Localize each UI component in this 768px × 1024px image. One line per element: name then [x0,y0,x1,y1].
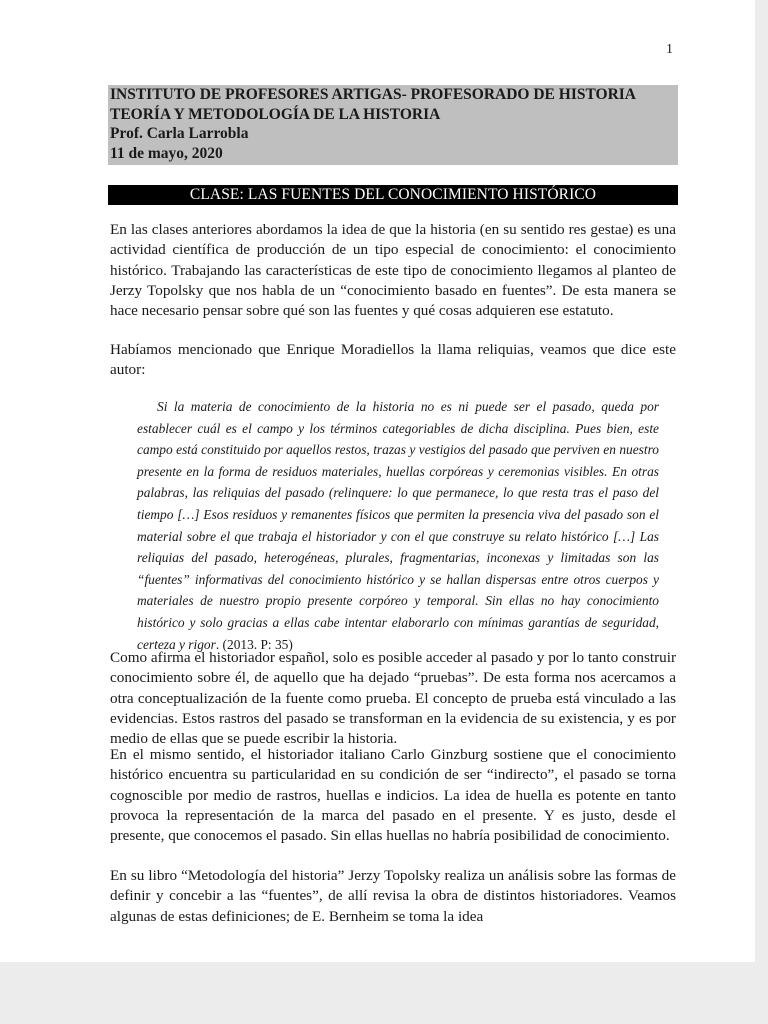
document-header [108,85,678,165]
block-quote [137,396,659,655]
course-line: TEORÍA Y METODOLOGÍA DE LA HISTORIA [110,105,441,123]
paragraph-topolsky: En su libro “Metodología del historia” Jerzy Topolsky realiza un análisis sobre las formas de definir y concebir a las “fuentes”, de allí revisa la obra de distintos historiadores. Veamos algunas de estas definiciones; de E. Bernheim se toma la idea [110,867,676,925]
paragraph-moradiellos: Habíamos mencionado que Enrique Moradiellos la llama reliquias, veamos que dice este autor: [110,341,676,379]
paragraph-intro: En las clases anteriores abordamos la idea de que la historia (en su sentido res gestae) es una actividad científica de producción de un tipo especial de conocimiento: el conocimiento histórico. Trabajando las características de este tipo de conocimiento llegamos al planteo de Jerzy Topolsky que nos habla de un “conocimiento basado en fuentes”. De esta manera se hace necesario pensar sobre qué son las fuentes y qué cosas adquieren ese estatuto. [110,221,676,320]
class-title: CLASE: LAS FUENTES DEL CONOCIMIENTO HISTÓRICO [108,185,678,205]
page-number: 1 [666,42,673,57]
institution-line: INSTITUTO DE PROFESORES ARTIGAS- PROFESORADO DE HISTORIA [110,86,637,103]
paragraph-evidence: Como afirma el historiador español, solo es posible acceder al pasado y por lo tanto construir conocimiento sobre él, de aquello que ha dejado “pruebas”. De esta forma nos acercamos a otra conceptualización de la fuente como prueba. El concepto de prueba está vinculado a las evidencias. Estos rastros del pasado se transforman en la evidencia de su existencia, y es por medio de ellas que se puede escribir la historia. [110,649,677,748]
quote-text: Si la materia de conocimiento de la historia no es ni puede ser el pasado, queda por establecer cuál es el campo y los términos categoriables de dicha disciplina. Pues bien, este campo está constituido por aquellos restos, trazas y vestigios del pasado que perviven en nuestro presente en la forma de residuos materiales, huellas corpóreas y ceremonias visibles. En otras palabras, las reliquias del pasado (relinquere: lo que permanece, lo que resta tras el paso del tiempo […] Esos residuos y remanentes físicos que permiten la presencia viva del pasado son el material sobre el que trabaja el historiador y con el que construye su relato histórico […] Las reliquias del pasado, heterogéneas, plurales, fragmentarias, inconexas y limitadas son las “fuentes” informativas del conocimiento histórico y se hallan dispersas entre otros cuerpos y materiales de nuestro propio presente corpóreo y temporal. Sin ellas no hay conocimiento histórico y solo gracias a ellas cabe intentar elaborarlo con mínimas garantías de seguridad, certeza y rigor [137,399,659,652]
date-line: 11 de mayo, 2020 [110,144,223,162]
quote-citation: . (2013. P: 35) [215,636,293,652]
professor-line: Prof. Carla Larrobla [110,125,249,142]
paragraph-ginzburg: En el mismo sentido, el historiador italiano Carlo Ginzburg sostiene que el conocimiento histórico encuentra su particularidad en su condición de ser “indirecto”, el pasado se torna cognoscible por medio de rastros, huellas e indicios. La idea de huella es potente en tanto provoca la representación de la marca del pasado en el presente. Y es justo, desde el presente, que conocemos el pasado. Sin ellas huellas no habría posibilidad de conocimiento. [110,746,676,845]
